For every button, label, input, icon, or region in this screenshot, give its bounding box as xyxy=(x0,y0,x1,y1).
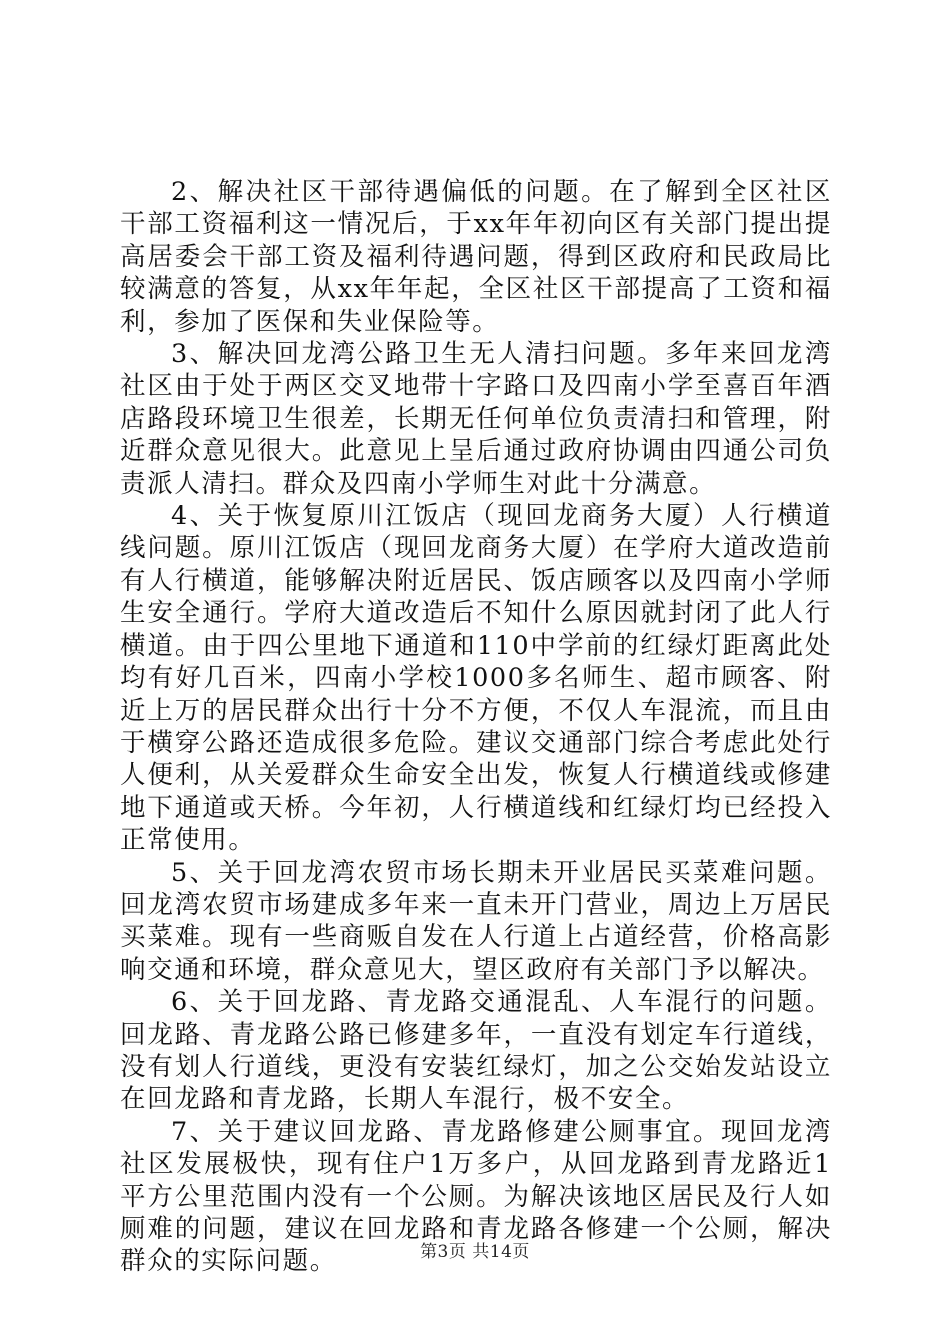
paragraph-item-7: 7、关于建议回龙路、青龙路修建公厕事宜。现回龙湾社区发展极快，现有住户1万多户，从回龙路到青龙路近1平方公里范围内没有一个公厕。为解决该地区居民及行人如厕难的问题，建议在回龙路和青龙路各修建一个公厕，解决群众的实际问题。 xyxy=(120,1116,832,1277)
page-number-footer: 第3页 共14页 xyxy=(420,1242,530,1262)
paragraph-item-3: 3、解决回龙湾公路卫生无人清扫问题。多年来回龙湾社区由于处于两区交叉地带十字路口及四南小学至喜百年酒店路段环境卫生很差，长期无任何单位负责清扫和管理，附近群众意见很大。此意见上呈后通过政府协调由四通公司负责派人清扫。群众及四南小学师生对此十分满意。 xyxy=(120,339,832,499)
paragraph-item-6: 6、关于回龙路、青龙路交通混乱、人车混行的问题。回龙路、青龙路公路已修建多年，一直没有划定车行道线，没有划人行道线，更没有安装红绿灯，加之公交始发站设立在回龙路和青龙路，长期人车混行，极不安全。 xyxy=(120,987,832,1115)
paragraph-item-5: 5、关于回龙湾农贸市场长期未开业居民买菜难问题。回龙湾农贸市场建成多年来一直未开门营业，周边上万居民买菜难。现有一些商贩自发在人行道上占道经营，价格高影响交通和环境，群众意见大，望区政府有关部门予以解决。 xyxy=(120,857,832,985)
document-body xyxy=(120,176,832,1278)
paragraph-item-2: 2、解决社区干部待遇偏低的问题。在了解到全区社区干部工资福利这一情况后，于xx年年初向区有关部门提出提高居委会干部工资及福利待遇问题，得到区政府和民政局比较满意的答复，从xx年年起，全区社区干部提高了工资和福利，参加了医保和失业保险等。 xyxy=(120,177,832,337)
paragraph-item-4: 4、关于恢复原川江饭店（现回龙商务大厦）人行横道线问题。原川江饭店（现回龙商务大厦）在学府大道改造前有人行横道，能够解决附近居民、饭店顾客以及四南小学师生安全通行。学府大道改造后不知什么原因就封闭了此人行横道。由于四公里地下通道和110中学前的红绿灯距离此处均有好几百米，四南小学校1000多名师生、超市顾客、附近上万的居民群众出行十分不方便，不仅人车混流，而且由于横穿公路还造成很多危险。建议交通部门综合考虑此处行人便利，从关爱群众生命安全出发，恢复人行横道线或修建地下通道或天桥。今年初，人行横道线和红绿灯均已经投入正常使用。 xyxy=(120,501,832,856)
